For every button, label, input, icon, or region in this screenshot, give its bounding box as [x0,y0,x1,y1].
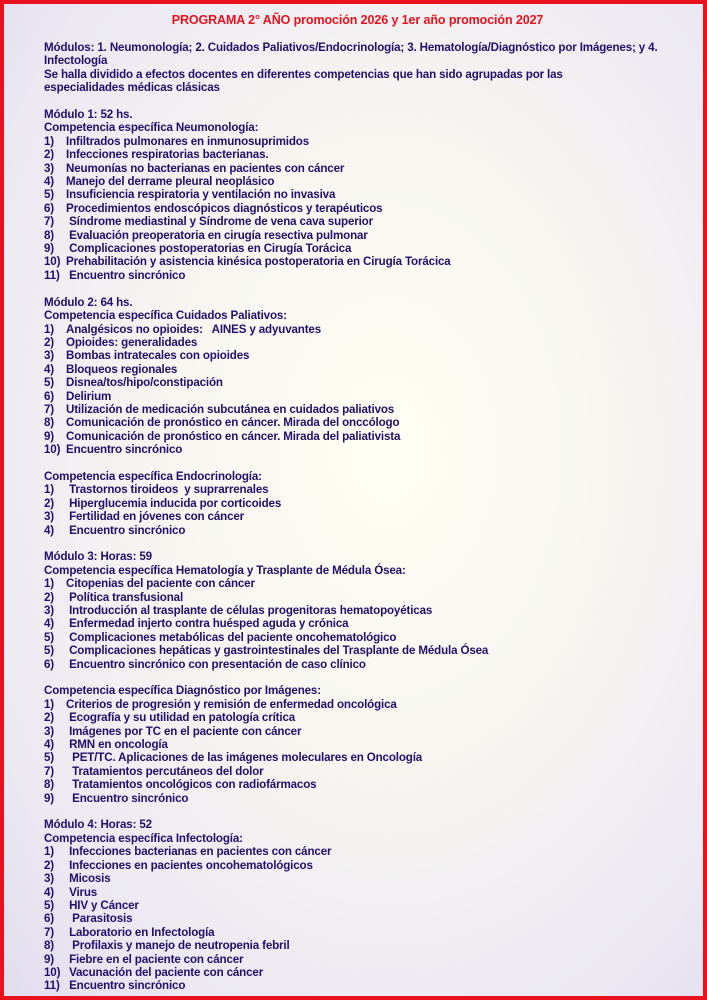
list-item [44,349,694,362]
list-item-text: Fiebre en el paciente con cáncer [66,952,244,966]
intro-paragraph [44,41,694,95]
list-item-number: 7) [44,925,55,939]
list-item-text: Tratamientos oncológicos con radiofármacos [66,778,317,792]
list-item-text: Imágenes por TC en el paciente con cáncer [66,724,302,738]
list-item [44,255,694,268]
list-item-number: 9) [44,791,55,805]
page-title: PROGRAMA 2° AÑO promoción 2026 y 1er año promoción 2027 [171,13,544,27]
list-item-number: 10) [44,255,61,269]
list-item-text: Micosis [66,872,111,886]
list-item-number: 1) [44,134,55,148]
list-item [44,323,694,336]
list-item-text: Encuentro sincrónico con presentación de caso clínico [66,657,366,671]
list-item [44,162,694,175]
list-item [44,926,694,939]
list-item-text: Encuentro sincrónico [66,791,189,805]
list-item-text: Virus [66,885,98,899]
list-item-text: Insuficiencia respiratoria y ventilación no invasiva [66,188,336,202]
list-item-number: 1) [44,483,55,497]
list-item-number: 1) [44,697,55,711]
list-item [44,430,694,443]
list-item-number: 3) [44,349,55,363]
competency-heading: Competencia específica Cuidados Paliativos: [44,309,287,323]
list-item [44,202,694,215]
list-item-number: 11) [44,979,60,993]
intro-modules-line: Módulos: 1. Neumonología; 2. Cuidados Paliativos/Endocrinología; 3. Hematología/Diagnóstico por Imágenes; y 4. Infectología [44,41,658,68]
list-item-text: Procedimientos endoscópicos diagnósticos y terapéuticos [66,201,383,215]
competency-heading: Competencia específica Infectología: [44,831,243,845]
list-item [44,725,694,738]
list-item-text: Manejo del derrame pleural neoplásico [66,175,275,189]
list-item [44,792,694,805]
module-heading: Módulo 3: Horas: 59 [44,550,152,564]
list-item [44,483,694,496]
document-body [44,41,694,993]
list-item-number: 1) [44,322,55,336]
list-item-text: Parasitosis [66,912,133,926]
list-item-text: Opioides: generalidades [66,335,198,349]
list-item-text: Bloqueos regionales [66,362,178,376]
list-item-text: Profilaxis y manejo de neutropenia febril [66,939,290,953]
list-item-number: 1) [44,845,55,859]
list-item-text: Política transfusional [66,590,184,604]
list-item [44,617,694,630]
list-item-text: Disnea/tos/hipo/constipación [66,376,223,390]
module-heading: Módulo 4: Horas: 52 [44,818,152,832]
list-item-text: Neumonías no bacterianas en pacientes con cáncer [66,161,345,175]
list-item [44,390,694,403]
list-item-text: Complicaciones hepáticas y gastrointestinales del Trasplante de Médula Ósea [66,644,489,658]
list-item-number: 4) [44,362,55,376]
list-item [44,644,694,657]
list-item [44,979,694,992]
list-item [44,376,694,389]
list-item-number: 2) [44,590,55,604]
list-item-number: 9) [44,242,55,256]
list-item-number: 8) [44,228,55,242]
list-item [44,443,694,456]
list-item-text: Infecciones bacterianas en pacientes con cáncer [66,845,332,859]
list-item-text: Fertilidad en jóvenes con cáncer [66,510,245,524]
list-item-text: Ecografía y su utilidad en patología crítica [66,711,296,725]
list-item [44,591,694,604]
list-item [44,577,694,590]
list-item-text: Laboratorio en Infectología [66,925,215,939]
list-item [44,711,694,724]
intro-description-line-2: especialidades médicas clásicas [44,81,220,95]
competency-heading: Competencia específica Hematología y Trasplante de Médula Ósea: [44,563,406,577]
program-section [44,550,694,671]
list-item [44,135,694,148]
list-item-text: Comunicación de pronóstico en cáncer. Mirada del paliativista [66,429,401,443]
list-item-text: Infecciones en pacientes oncohematológicos [66,858,313,872]
list-item-text: Complicaciones metabólicas del paciente oncohematológico [66,630,397,644]
list-item [44,953,694,966]
list-item-number: 9) [44,952,55,966]
list-item [44,269,694,282]
list-item-text: RMN en oncología [66,738,168,752]
list-item-text: PET/TC. Aplicaciones de las imágenes moleculares en Oncología [66,751,423,765]
list-item-text: Evaluación preoperatoria en cirugía resectiva pulmonar [66,228,368,242]
list-item-number: 4) [44,885,55,899]
list-item [44,336,694,349]
list-item-number: 11) [44,268,60,282]
list-item-number: 8) [44,778,55,792]
list-item [44,966,694,979]
competency-heading: Competencia específica Endocrinología: [44,469,262,483]
list-item-number: 5) [44,898,55,912]
list-item [44,738,694,751]
program-section [44,470,694,537]
list-item-text: Hiperglucemia inducida por corticoides [66,496,282,510]
list-item [44,242,694,255]
list-item [44,604,694,617]
list-item-text: Infiltrados pulmonares en inmunosuprimidos [66,134,309,148]
list-item-number: 6) [44,201,55,215]
list-item-number: 10) [44,965,61,979]
list-item-number: 1) [44,577,55,591]
list-item-number: 6) [44,657,55,671]
list-item [44,751,694,764]
list-item-text: Citopenias del paciente con cáncer [66,577,255,591]
list-item-number: 5) [44,751,55,765]
list-item-number: 2) [44,711,55,725]
list-item [44,497,694,510]
list-item-text: Vacunación del paciente con cáncer [66,965,264,979]
list-item [44,859,694,872]
list-item-number: 6) [44,912,55,926]
list-item-text: Delirium [66,389,112,403]
list-item [44,939,694,952]
list-item [44,886,694,899]
list-item-text: Prehabilitación y asistencia kinésica postoperatoria en Cirugía Torácica [66,255,451,269]
list-item [44,215,694,228]
list-item-number: 8) [44,416,55,430]
list-item-number: 3) [44,604,55,617]
list-item-text: Criterios de progresión y remisión de enfermedad oncológica [66,697,397,711]
list-item [44,510,694,523]
list-item-number: 3) [44,510,55,524]
list-item [44,698,694,711]
intro-description-line: Se halla dividido a efectos docentes en diferentes competencias que han sido agrupadas por las [44,67,563,81]
list-item-number: 5) [44,630,55,644]
list-item-number: 7) [44,402,55,416]
list-item-text: Enfermedad injerto contra huésped aguda y crónica [66,617,349,631]
list-item [44,899,694,912]
list-item-number: 3) [44,872,55,886]
list-item [44,229,694,242]
list-item [44,416,694,429]
list-item-text: Utilización de medicación subcutánea en cuidados paliativos [66,402,395,416]
list-item-number: 4) [44,523,55,537]
list-item-text: Introducción al trasplante de células progenitoras hematopoyéticas [66,604,433,617]
list-item [44,778,694,791]
program-section [44,108,694,282]
list-item [44,403,694,416]
list-item-number: 3) [44,724,55,738]
module-heading: Módulo 1: 52 hs. [44,108,133,122]
list-item-text: Bombas intratecales con opioides [66,349,250,363]
module-heading: Módulo 2: 64 hs. [44,295,133,309]
list-item-number: 6) [44,389,55,403]
list-item-number: 2) [44,148,55,162]
list-item-number: 9) [44,429,55,443]
list-item-number: 4) [44,738,55,752]
competency-heading: Competencia específica Neumonología: [44,121,259,135]
list-item-text: Tratamientos percutáneos del dolor [66,764,264,778]
list-item-number: 2) [44,858,55,872]
list-item [44,631,694,644]
program-section [44,684,694,805]
list-item-number: 8) [44,939,55,953]
program-section [44,818,694,992]
list-item-number: 5) [44,188,55,202]
list-item-number: 4) [44,175,55,189]
list-item-text: Síndrome mediastinal y Síndrome de vena cava superior [66,215,373,229]
list-item-number: 2) [44,335,55,349]
list-item [44,188,694,201]
list-item-text: Encuentro sincrónico [66,268,186,282]
list-item [44,148,694,161]
list-item-text: Comunicación de pronóstico en cáncer. Mirada del onccólogo [66,416,400,430]
list-item [44,845,694,858]
list-item [44,658,694,671]
competency-heading: Competencia específica Diagnóstico por Imágenes: [44,684,321,698]
list-item [44,363,694,376]
list-item-text: Trastornos tiroideos y suprarrenales [66,483,269,497]
list-item-number: 10) [44,443,61,457]
list-item-text: Analgésicos no opioides: AINES y adyuvantes [66,322,322,336]
list-item-number: 3) [44,161,55,175]
list-item [44,524,694,537]
list-item-text: Infecciones respiratorias bacterianas. [66,148,269,162]
list-item-text: Complicaciones postoperatorias en Cirugía Torácica [66,242,352,256]
program-section [44,296,694,457]
list-item [44,175,694,188]
list-item [44,912,694,925]
list-item-number: 5) [44,644,55,658]
list-item [44,765,694,778]
list-item-text: Encuentro sincrónico [66,523,186,537]
list-item-number: 5) [44,376,55,390]
list-item-number: 7) [44,215,55,229]
list-item [44,872,694,885]
list-item-text: Encuentro sincrónico [66,979,186,993]
list-item-text: HIV y Cáncer [66,898,139,912]
list-item-number: 2) [44,496,55,510]
list-item-text: Encuentro sincrónico [66,443,183,457]
list-item-number: 4) [44,617,55,631]
list-item-number: 7) [44,764,55,778]
sections-container [44,108,694,993]
